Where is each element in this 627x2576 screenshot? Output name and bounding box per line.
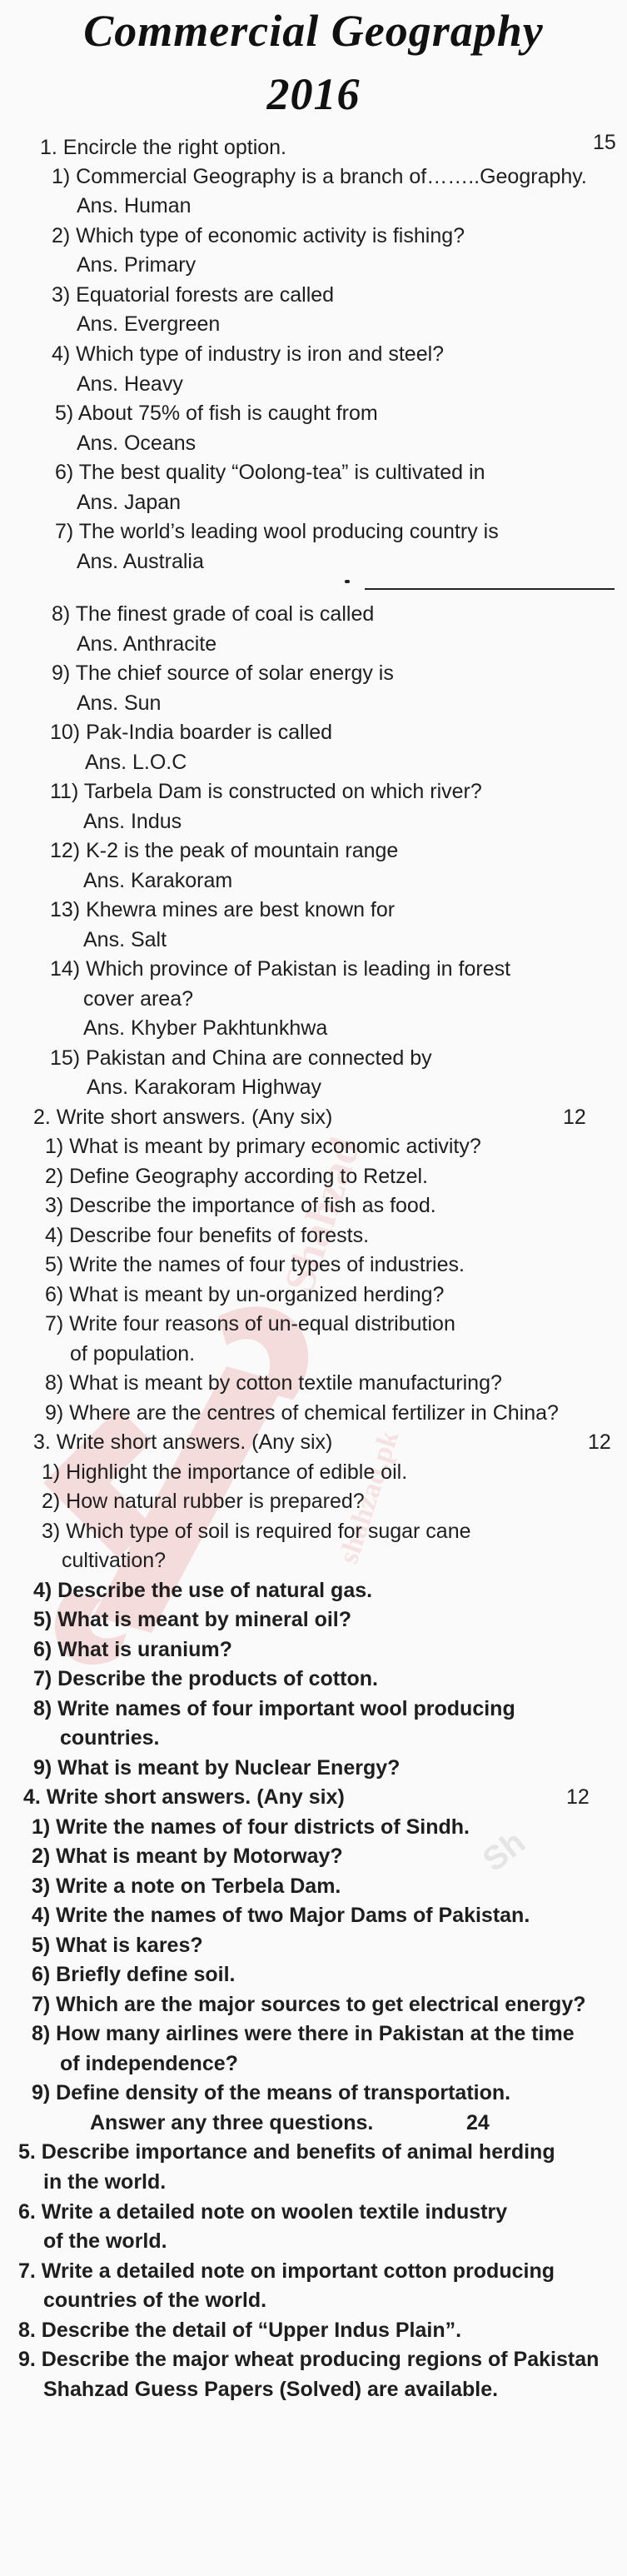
answer-line: Ans. Heavy: [77, 372, 183, 396]
question-line: 1) Write the names of four districts of Sindh.: [32, 1815, 470, 1839]
question-line: 9. Describe the major wheat producing regions of Pakistan: [18, 2348, 600, 2371]
divider-rule: [365, 588, 615, 590]
section-1-marks: 15: [593, 131, 616, 154]
question-line-cont: cultivation?: [62, 1549, 167, 1572]
question-line: 5. Describe importance and benefits of animal herding: [18, 2140, 555, 2164]
question-line: 7) The world’s leading wool producing country is: [55, 520, 499, 543]
answer-line: Ans. Australia: [77, 550, 204, 573]
question-line: 8. Describe the detail of “Upper Indus Plain”.: [18, 2319, 462, 2342]
question-line: 6) The best quality “Oolong-tea” is cultivated in: [55, 461, 485, 484]
watermark-grey: Sh: [475, 1824, 532, 1880]
page-year: 2016: [266, 69, 361, 119]
question-line: 5) About 75% of fish is caught from: [55, 402, 378, 425]
question-line: 4) Write the names of two Major Dams of Pakistan.: [32, 1904, 530, 1927]
question-line-cont: in the world.: [43, 2170, 167, 2194]
section-5-heading: Answer any three questions.: [90, 2111, 374, 2134]
section-4-heading: 4. Write short answers. (Any six): [23, 1785, 345, 1809]
section-3-marks: 12: [588, 1430, 611, 1454]
question-line: 2) Which type of economic activity is fishing?: [52, 224, 465, 247]
question-line: 11) Tarbela Dam is constructed on which river?: [50, 780, 482, 803]
section-1-heading: 1. Encircle the right option.: [40, 136, 286, 159]
section-3-heading: 3. Write short answers. (Any six): [33, 1430, 333, 1454]
question-line-cont: of population.: [70, 1342, 196, 1365]
question-line: 7) Which are the major sources to get electrical energy?: [32, 1993, 586, 2016]
ink-dot: [345, 580, 350, 583]
question-line: 2) What is meant by Motorway?: [32, 1845, 343, 1868]
answer-line: Ans. Human: [77, 194, 192, 217]
question-line: 13) Khewra mines are best known for: [50, 898, 396, 921]
question-line: 8) How many airlines were there in Pakistan at the time: [32, 2022, 575, 2045]
answer-line: Ans. Karakoram Highway: [87, 1076, 322, 1099]
answer-line: Ans. Karakoram: [83, 869, 233, 892]
question-line: 2) Define Geography according to Retzel.: [45, 1165, 428, 1188]
question-line: 4) Which type of industry is iron and steel?: [52, 342, 445, 366]
question-line: 3) Which type of soil is required for sugar cane: [42, 1520, 471, 1543]
question-line: 3) Describe the importance of fish as food.: [45, 1194, 436, 1217]
question-line: 5) What is meant by mineral oil?: [33, 1608, 352, 1631]
answer-line: Ans. Sun: [77, 691, 162, 715]
question-line: 7) Write four reasons of un-equal distribution: [45, 1312, 455, 1335]
question-line: 6. Write a detailed note on woolen textile industry: [18, 2200, 508, 2224]
question-line: 7) Describe the products of cotton.: [33, 1667, 378, 1690]
question-line: 4) Describe the use of natural gas.: [33, 1579, 373, 1602]
answer-line: Ans. Anthracite: [77, 632, 217, 656]
answer-line: Ans. L.O.C: [85, 751, 187, 774]
question-line: 5) Write the names of four types of industries.: [45, 1253, 465, 1276]
question-line: 3) Write a note on Terbela Dam.: [32, 1875, 341, 1898]
question-line-cont: of the world.: [43, 2229, 167, 2253]
section-5-marks: 24: [466, 2111, 490, 2134]
page-title: Commercial Geography: [83, 6, 544, 56]
answer-line: Ans. Khyber Pakhtunkhwa: [83, 1016, 328, 1040]
section-4-marks: 12: [566, 1785, 590, 1809]
question-line-cont: cover area?: [83, 987, 194, 1011]
question-line: 9) Where are the centres of chemical fertilizer in China?: [45, 1401, 559, 1425]
question-line: 9) The chief source of solar energy is: [52, 661, 394, 685]
watermark-name: Shahzad: [275, 1131, 371, 1298]
answer-line: Ans. Indus: [83, 810, 182, 833]
answer-line: Ans. Primary: [77, 253, 197, 277]
question-line: 1) Commercial Geography is a branch of……..Geography.: [52, 165, 587, 188]
answer-line: Ans. Oceans: [77, 432, 197, 455]
question-line: 6) What is meant by un-organized herding?: [45, 1283, 445, 1306]
question-line: 8) The finest grade of coal is called: [52, 602, 375, 626]
question-line: 5) What is kares?: [32, 1934, 203, 1957]
question-line: 8) Write names of four important wool producing: [33, 1697, 515, 1720]
question-line: 9) Define density of the means of transportation.: [32, 2081, 511, 2104]
answer-line: Ans. Salt: [83, 928, 167, 951]
question-line: 9) What is meant by Nuclear Energy?: [33, 1756, 401, 1780]
section-2-heading: 2. Write short answers. (Any six): [33, 1106, 333, 1129]
question-line: 14) Which province of Pakistan is leading in forest: [50, 957, 511, 981]
answer-line: Ans. Japan: [77, 491, 182, 514]
question-line-cont: countries of the world.: [43, 2289, 267, 2312]
question-line-cont: of independence?: [60, 2052, 238, 2075]
footer-note: Shahzad Guess Papers (Solved) are available.: [43, 2378, 499, 2401]
question-line: 4) Describe four benefits of forests.: [45, 1224, 370, 1247]
question-line: 15) Pakistan and China are connected by: [50, 1046, 432, 1070]
answer-line: Ans. Evergreen: [77, 312, 221, 336]
question-line: 6) What is uranium?: [33, 1638, 232, 1661]
question-line: 6) Briefly define soil.: [32, 1963, 236, 1986]
question-line: 10) Pak-India boarder is called: [50, 721, 333, 744]
question-line: 2) How natural rubber is prepared?: [42, 1490, 365, 1513]
question-line: 1) Highlight the importance of edible oil.: [42, 1460, 408, 1484]
question-line: 12) K-2 is the peak of mountain range: [50, 839, 399, 862]
question-line: 7. Write a detailed note on important cotton producing: [18, 2259, 555, 2283]
question-line-cont: countries.: [60, 1726, 160, 1750]
question-line: 8) What is meant by cotton textile manufacturing?: [45, 1371, 502, 1395]
question-line: 1) What is meant by primary economic activity?: [45, 1135, 481, 1158]
question-line: 3) Equatorial forests are called: [52, 283, 335, 307]
section-2-marks: 12: [563, 1106, 586, 1129]
watermark-site: shahzad.pk: [333, 1426, 406, 1568]
